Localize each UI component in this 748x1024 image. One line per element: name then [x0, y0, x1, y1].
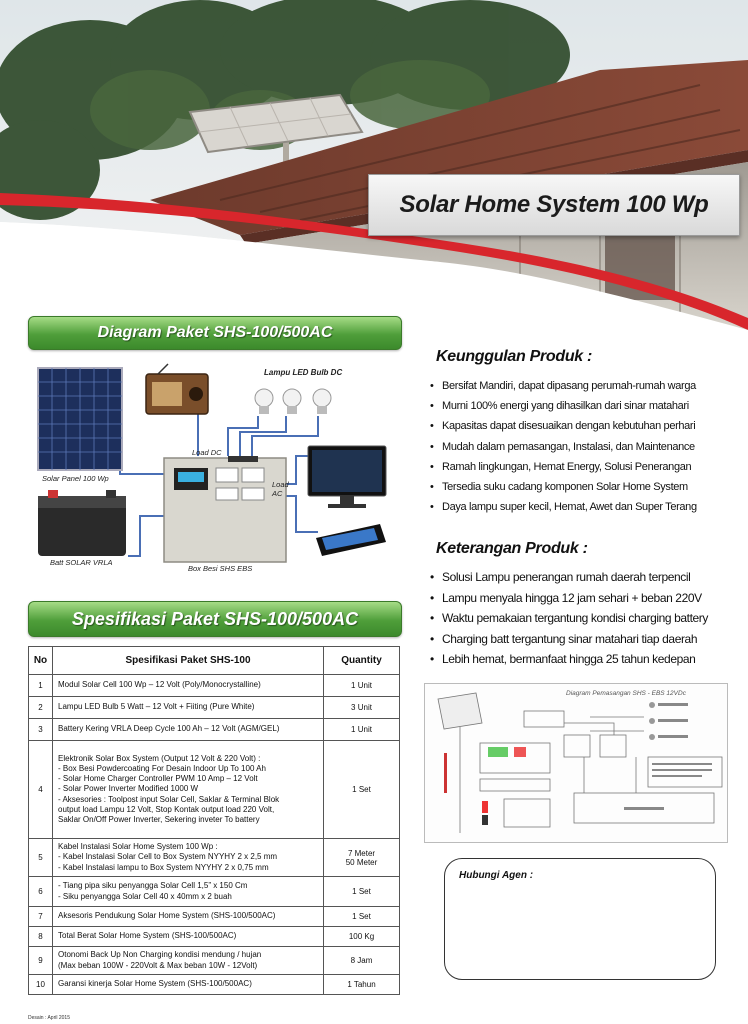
label-battery: Batt SOLAR VRLA — [50, 558, 113, 567]
table-row — [29, 697, 400, 719]
list-item: • Murni 100% energi yang dihasilkan dari sinar matahari — [428, 400, 697, 420]
spec-table-body — [29, 675, 400, 995]
description-line: - Aksesories : Toolpost input Solar Cell, Saklar & Terminal Blok — [58, 794, 280, 804]
table-row — [29, 877, 400, 907]
quantity-line: 1 Set — [352, 887, 371, 896]
row-number: 3 — [29, 719, 53, 741]
description-line: output load Lampu 12 Volt, Stop Kontak output load 220 Volt, — [58, 804, 275, 814]
list-item: • Ramah lingkungan, Hemat Energy, Solusi Penerangan — [428, 461, 697, 481]
label-solar-panel: Solar Panel 100 Wp — [42, 474, 109, 483]
row-number: 6 — [29, 877, 53, 907]
header-desc: Spesifikasi Paket SHS-100 — [53, 647, 324, 675]
hero-banner — [0, 0, 748, 330]
row-description — [53, 975, 324, 995]
quantity-line: 1 Unit — [351, 681, 372, 690]
list-item: • Tersedia suku cadang komponen Solar Home System — [428, 481, 697, 501]
row-number: 2 — [29, 697, 53, 719]
row-description — [53, 839, 324, 877]
package-diagram — [28, 356, 408, 592]
row-quantity — [324, 741, 400, 839]
quantity-line: 100 Kg — [348, 932, 375, 941]
diagram-banner — [28, 316, 402, 350]
description-line: Otonomi Back Up Non Charging kondisi mendung / hujan — [58, 950, 262, 960]
label-box-besi: Box Besi SHS EBS — [188, 564, 253, 573]
table-row — [29, 839, 400, 877]
keterangan-list — [428, 570, 708, 673]
description-line: Elektronik Solar Box System (Output 12 Volt & 220 Volt) : — [58, 753, 261, 763]
table-row — [29, 907, 400, 927]
description-line: - Solar Power Inverter Modified 1000 W — [58, 784, 199, 794]
description-line: (Max beban 100W - 220Volt & Max beban 10W - 12Volt) — [58, 960, 258, 970]
row-description — [53, 927, 324, 947]
hero-title-box — [368, 174, 740, 236]
list-item: • Kapasitas dapat disesuaikan dengan kebutuhan perhari — [428, 420, 697, 440]
table-row — [29, 675, 400, 697]
row-number: 10 — [29, 975, 53, 995]
quantity-line: 1 Tahun — [347, 980, 376, 989]
quantity-line: 1 Set — [352, 912, 371, 921]
table-row — [29, 947, 400, 975]
tv-icon — [308, 446, 386, 508]
label-load-dc: Load DC — [192, 448, 222, 457]
row-description — [53, 675, 324, 697]
battery-icon — [38, 490, 126, 556]
installation-schematic — [424, 683, 728, 843]
diagram-banner-text: Diagram Paket SHS-100/500AC — [97, 324, 333, 341]
list-item: • Lampu menyala hingga 12 jam sehari + beban 220V — [428, 591, 708, 612]
description-line: Garansi kinerja Solar Home System (SHS-100/500AC) — [58, 979, 252, 989]
list-item: • Daya lampu super kecil, Hemat, Awet dan Super Terang — [428, 501, 697, 521]
description-line: Aksesoris Pendukung Solar Home System (SHS-100/500AC) — [58, 911, 276, 921]
radio-icon — [146, 364, 208, 414]
row-number: 4 — [29, 741, 53, 839]
list-item: • Bersifat Mandiri, dapat dipasang perumah-rumah warga — [428, 380, 697, 400]
description-line: - Solar Home Charger Controller PWM 10 Amp – 12 Volt — [58, 774, 258, 784]
row-number: 1 — [29, 675, 53, 697]
row-number: 9 — [29, 947, 53, 975]
description-line: - Kabel Instalasi lampu to Box System NYYHY 2 x 0,75 mm — [58, 862, 269, 872]
row-number: 8 — [29, 927, 53, 947]
row-quantity — [324, 697, 400, 719]
label-load-ac: Load AC — [272, 480, 289, 498]
row-description — [53, 947, 324, 975]
row-quantity — [324, 719, 400, 741]
description-line: - Tiang pipa siku penyangga Solar Cell 1,5” x 150 Cm — [58, 881, 248, 891]
header-qty: Quantity — [324, 647, 400, 675]
table-row — [29, 741, 400, 839]
list-item: • Mudah dalam pemasangan, Instalasi, dan Maintenance — [428, 441, 697, 461]
row-quantity — [324, 927, 400, 947]
quantity-line: 8 Jam — [350, 956, 373, 965]
row-quantity — [324, 947, 400, 975]
row-quantity — [324, 675, 400, 697]
solar-panel-icon — [38, 368, 122, 470]
spec-banner — [28, 601, 402, 637]
description-line: Kabel Instalasi Solar Home System 100 Wp : — [58, 842, 218, 852]
list-item: • Waktu pemakaian tergantung kondisi charging battery — [428, 611, 708, 632]
table-header-row — [29, 647, 400, 675]
description-line: - Kabel Instalasi Solar Cell to Box System NYYHY 2 x 2,5 mm — [58, 852, 278, 862]
quantity-line: 50 Meter — [345, 857, 378, 867]
quantity-line: 1 Set — [352, 785, 371, 794]
row-quantity — [324, 877, 400, 907]
page-title: Solar Home System 100 Wp — [399, 191, 709, 218]
quantity-line: 7 Meter — [347, 848, 376, 858]
row-description — [53, 741, 324, 839]
label-led-bulbs: Lampu LED Bulb DC — [264, 368, 343, 377]
list-item: • Lebih hemat, bermanfaat hingga 25 tahun kedepan — [428, 652, 708, 673]
table-row — [29, 975, 400, 995]
row-number: 7 — [29, 907, 53, 927]
description-line: Battery Kering VRLA Deep Cycle 100 Ah – 12 Volt (AGM/GEL) — [58, 724, 280, 734]
spec-table — [28, 646, 400, 995]
row-quantity — [324, 975, 400, 995]
header-no: No — [29, 647, 53, 675]
hero-photo — [0, 0, 748, 330]
schematic-title: Diagram Pemasangan SHS - EBS 12VDc — [566, 690, 686, 697]
keunggulan-list — [428, 380, 697, 521]
box-besi-icon — [164, 456, 286, 562]
description-line: Modul Solar Cell 100 Wp – 12 Volt (Poly/Monocrystalline) — [58, 680, 261, 690]
led-bulbs-icon — [255, 389, 331, 414]
list-item: • Charging batt tergantung sinar matahari tiap daerah — [428, 632, 708, 653]
contact-agent-box — [444, 858, 716, 980]
row-quantity — [324, 839, 400, 877]
row-quantity — [324, 907, 400, 927]
quantity-line: 3 Unit — [351, 703, 372, 712]
description-line: Lampu LED Bulb 5 Watt – 12 Volt + Fiiting (Pure White) — [58, 702, 255, 712]
agent-label: Hubungi Agen : — [459, 870, 534, 881]
keunggulan-title: Keunggulan Produk : — [436, 348, 593, 365]
quantity-line: 1 Unit — [351, 725, 372, 734]
description-line: - Box Besi Powdercoating For Desain Indoor Up To 100 Ah — [58, 763, 266, 773]
row-description — [53, 907, 324, 927]
description-line: - Siku penyangga Solar Cell 40 x 40mm x 2 buah — [58, 891, 232, 901]
list-item: • Solusi Lampu penerangan rumah daerah terpencil — [428, 570, 708, 591]
footer-note: Desain : April 2015 — [28, 1015, 70, 1021]
row-description — [53, 877, 324, 907]
table-row — [29, 719, 400, 741]
row-description — [53, 719, 324, 741]
keterangan-title: Keterangan Produk : — [436, 540, 588, 557]
spec-banner-text: Spesifikasi Paket SHS-100/500AC — [71, 608, 359, 629]
row-description — [53, 697, 324, 719]
table-row — [29, 927, 400, 947]
description-line: Total Berat Solar Home System (SHS-100/500AC) — [58, 931, 237, 941]
description-line: Saklar On/Off Power Inverter, Sekering inveter To battery — [58, 815, 260, 824]
smartphone-icon — [316, 524, 386, 556]
row-number: 5 — [29, 839, 53, 877]
